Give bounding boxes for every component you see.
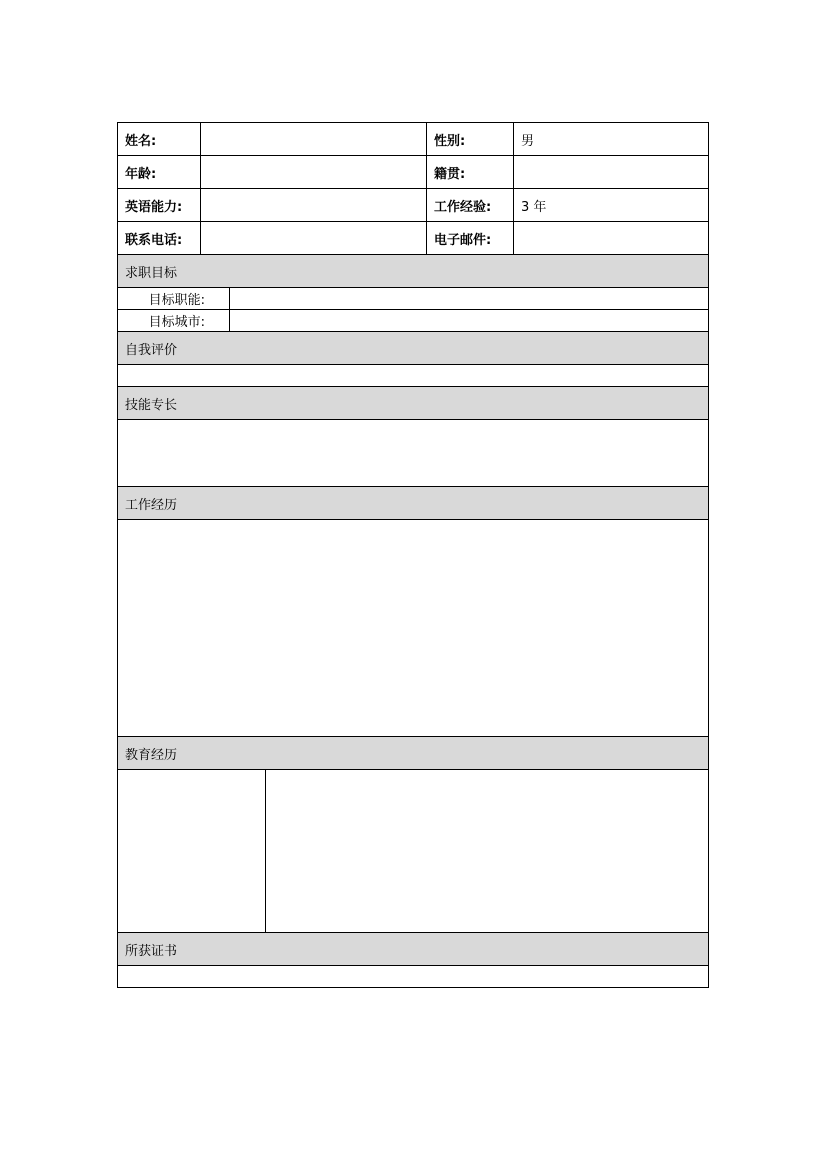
- job-target-header: 求职目标: [118, 255, 708, 288]
- education-header: 教育经历: [118, 737, 708, 770]
- english-level-label: 英语能力:: [118, 189, 201, 221]
- info-row-contact: [118, 222, 708, 255]
- target-city-field[interactable]: [230, 310, 708, 331]
- certificates-field[interactable]: [118, 966, 708, 988]
- email-label: 电子邮件:: [427, 222, 514, 254]
- name-field[interactable]: [201, 123, 427, 155]
- phone-label: 联系电话:: [118, 222, 201, 254]
- education-details-field[interactable]: [266, 770, 708, 932]
- skills-field[interactable]: [118, 420, 708, 487]
- target-function-row: [118, 288, 708, 310]
- target-function-label: 目标职能:: [118, 288, 230, 309]
- hometown-field[interactable]: [514, 156, 708, 188]
- info-row-age: [118, 156, 708, 189]
- hometown-label: 籍贯:: [427, 156, 514, 188]
- age-label: 年龄:: [118, 156, 201, 188]
- name-label: 姓名:: [118, 123, 201, 155]
- target-function-field[interactable]: [230, 288, 708, 309]
- age-field[interactable]: [201, 156, 427, 188]
- work-years-field[interactable]: 3 年: [521, 199, 547, 215]
- email-field[interactable]: [514, 222, 708, 254]
- self-evaluation-field[interactable]: [118, 365, 708, 387]
- gender-label: 性别:: [427, 123, 514, 155]
- certificates-header: 所获证书: [118, 933, 708, 966]
- work-experience-field[interactable]: [118, 520, 708, 737]
- work-years-label: 工作经验:: [427, 189, 514, 221]
- skills-header: 技能专长: [118, 387, 708, 420]
- work-experience-header: 工作经历: [118, 487, 708, 520]
- english-level-field[interactable]: [201, 189, 427, 221]
- education-row: [118, 770, 708, 933]
- target-city-label: 目标城市:: [118, 310, 230, 331]
- education-period-field[interactable]: [118, 770, 266, 932]
- self-evaluation-header: 自我评价: [118, 332, 708, 365]
- info-row-name: [118, 123, 708, 156]
- info-row-english: [118, 189, 708, 222]
- resume-form: [117, 122, 709, 988]
- phone-field[interactable]: [201, 222, 427, 254]
- gender-field[interactable]: 男: [521, 133, 535, 149]
- target-city-row: [118, 310, 708, 332]
